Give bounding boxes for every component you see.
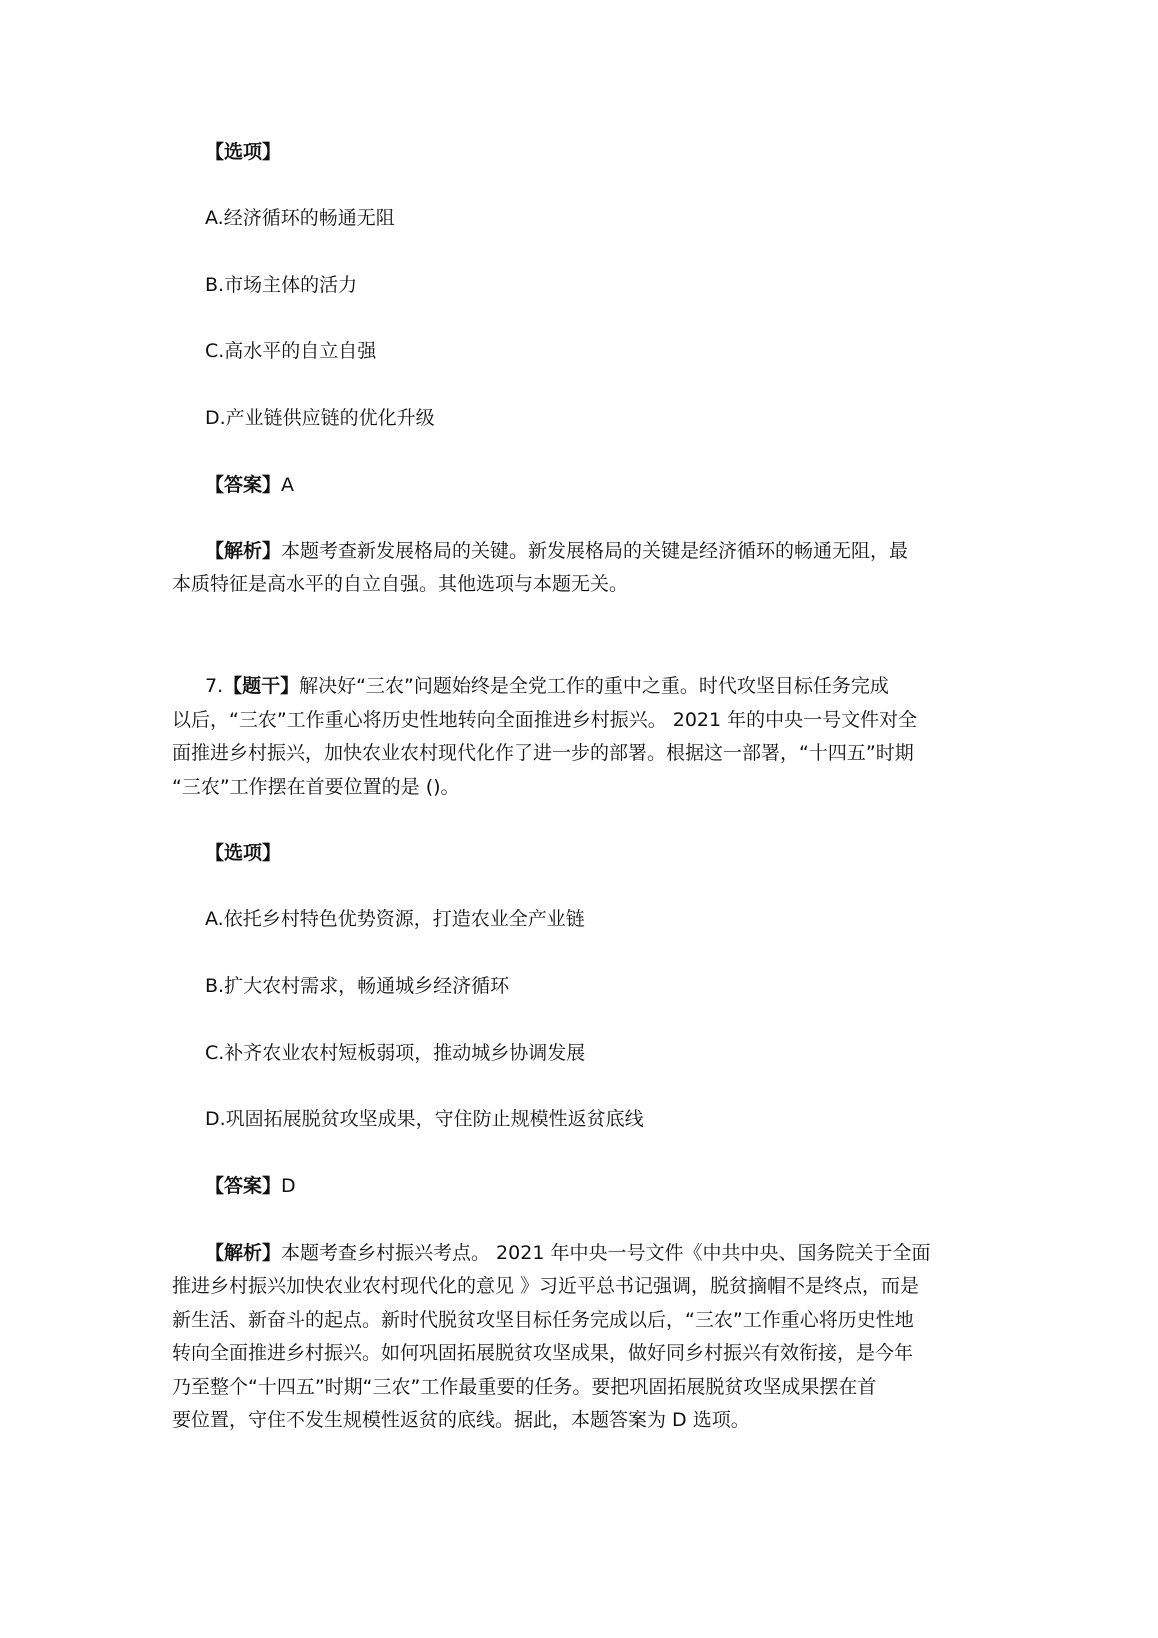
q7-stem-text-1: 解决好“三农”问题始终是全党工作的重中之重。时代攻坚目标任务完成 <box>299 675 889 697</box>
q7-options-heading <box>205 840 281 866</box>
q6-option-b: B.市场主体的活力 <box>205 274 358 296</box>
q7-analysis-text-1: 本题考查乡村振兴考点。 2021 年中央一号文件《中共中央、国务院关于全面 <box>281 1242 931 1264</box>
q6-option-c: C.高水平的自立自强 <box>205 340 377 362</box>
q6-analysis-line-1 <box>205 538 908 564</box>
q7-stem-tag: 【题干】 <box>223 675 300 697</box>
q6-option-a: A.经济循环的畅通无阻 <box>205 207 395 229</box>
q7-analysis-line-5: 乃至整个“十四五”时期“三农”工作最重要的任务。要把巩固拓展脱贫攻坚成果摆在首 <box>172 1376 877 1398</box>
q7-option-c: C.补齐农业农村短板弱项，推动城乡协调发展 <box>205 1042 586 1064</box>
q6-answer-value: A <box>281 474 295 496</box>
q6-answer <box>205 472 294 498</box>
q7-answer-tag: 【答案】 <box>205 1175 282 1197</box>
q7-analysis-line-2: 推进乡村振兴加快农业农村现代化的意见 》习近平总书记强调，脱贫摘帽不是终点，而是 <box>172 1275 920 1297</box>
q7-option-d: D.巩固拓展脱贫攻坚成果，守住防止规模性返贫底线 <box>205 1108 644 1130</box>
q6-analysis-line-2: 本质特征是高水平的自立自强。其他选项与本题无关。 <box>172 573 629 595</box>
q6-options-heading <box>205 139 281 165</box>
q7-stem-line-3: 面推进乡村振兴，加快农业农村现代化作了进一步的部署。根据这一部署，“十四五”时期 <box>172 742 914 764</box>
q7-options-tag: 【选项】 <box>205 842 282 864</box>
q6-answer-tag: 【答案】 <box>205 474 282 496</box>
q7-stem-line-4: “三农”工作摆在首要位置的是 ()。 <box>172 776 460 798</box>
q7-stem-line-1 <box>205 673 889 699</box>
q7-stem-line-2: 以后，“三农”工作重心将历史性地转向全面推进乡村振兴。 2021 年的中央一号文件对全 <box>172 709 918 731</box>
q7-analysis-line-3: 新生活、新奋斗的起点。新时代脱贫攻坚目标任务完成以后，“三农”工作重心将历史性地 <box>172 1309 914 1331</box>
q7-answer-value: D <box>281 1175 296 1197</box>
q7-number: 7. <box>205 675 224 697</box>
q7-analysis-tag: 【解析】 <box>205 1242 282 1264</box>
q6-analysis-text-1: 本题考查新发展格局的关键。新发展格局的关键是经济循环的畅通无阻，最 <box>281 540 909 562</box>
q7-analysis-line-1 <box>205 1240 930 1266</box>
q7-analysis-line-6: 要位置，守住不发生规模性返贫的底线。据此，本题答案为 D 选项。 <box>172 1409 750 1431</box>
q6-option-d: D.产业链供应链的优化升级 <box>205 407 435 429</box>
q7-option-a: A.依托乡村特色优势资源，打造农业全产业链 <box>205 908 585 930</box>
q6-analysis-tag: 【解析】 <box>205 540 282 562</box>
q7-analysis-line-4: 转向全面推进乡村振兴。如何巩固拓展脱贫攻坚成果，做好同乡村振兴有效衔接，是今年 <box>172 1342 914 1364</box>
q6-options-tag: 【选项】 <box>205 141 282 163</box>
q7-answer <box>205 1173 296 1199</box>
q7-option-b: B.扩大农村需求，畅通城乡经济循环 <box>205 975 510 997</box>
